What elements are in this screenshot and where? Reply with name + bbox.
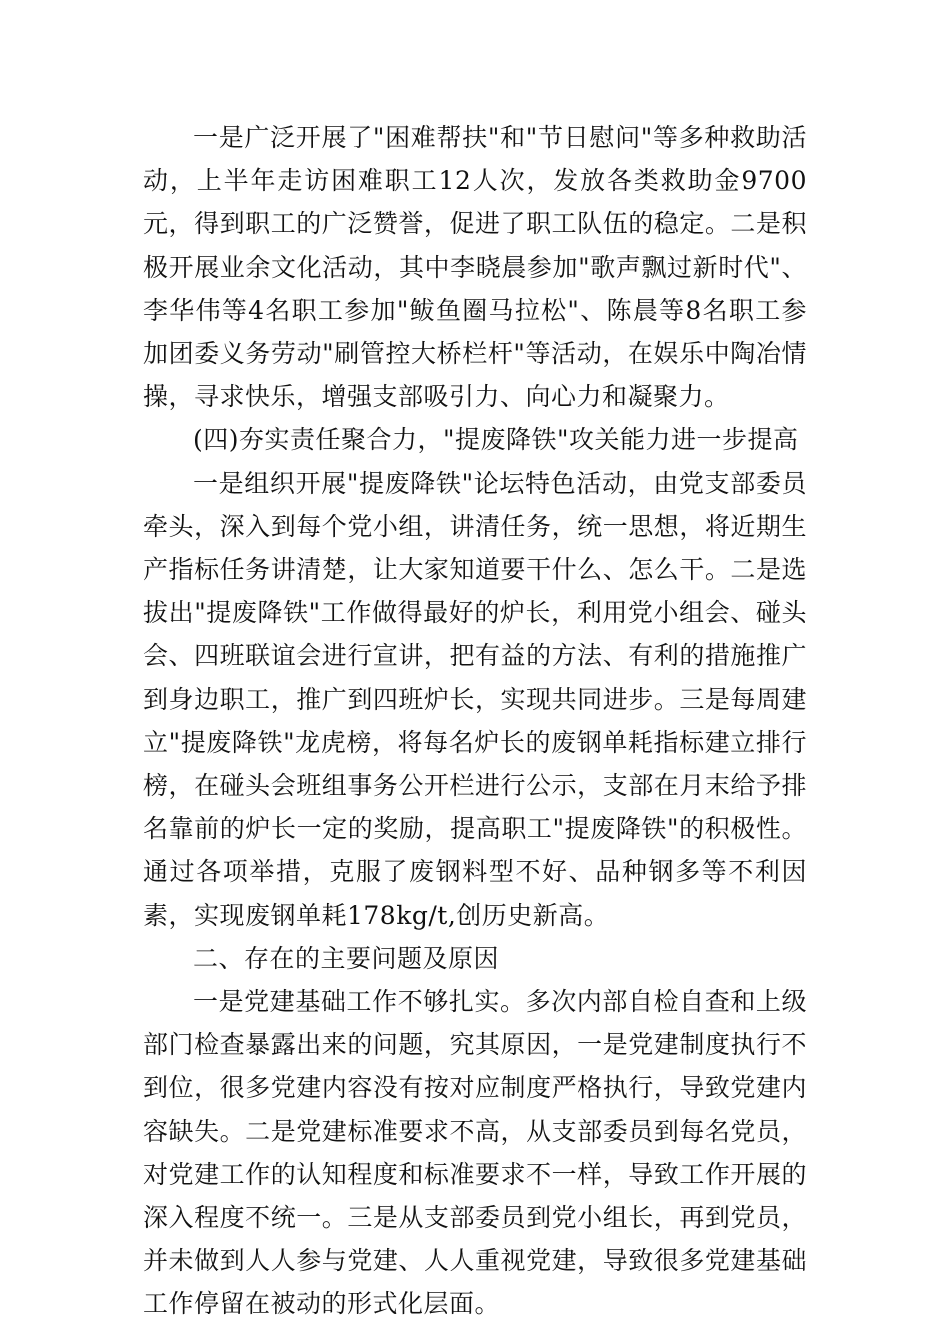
paragraph-relief-activities: 一是广泛开展了"困难帮扶"和"节日慰问"等多种救助活动，上半年走访困难职工12人次，发放各类救助金9700元，得到职工的广泛赞誉，促进了职工队伍的稳定。二是积极开展业余文化活动，其中李晓晨参加"歌声飘过新时代"、李华伟等4名职工参加"鲅鱼圈马拉松"、陈晨等8名职工参加团委义务劳动"刷管控大桥栏杆"等活动，在娱乐中陶冶情操，寻求快乐，增强支部吸引力、向心力和凝聚力。 <box>143 123 807 412</box>
paragraph-scrap-iron-measures: 一是组织开展"提废降铁"论坛特色活动，由党支部委员牵头，深入到每个党小组，讲清任务，统一思想，将近期生产指标任务讲清楚，让大家知道要干什么、怎么干。二是选拔出"提废降铁"工作做得最好的炉长，利用党小组会、碰头会、四班联谊会进行宣讲，把有益的方法、有利的措施推广到身边职工，推广到四班炉长，实现共同进步。三是每周建立"提废降铁"龙虎榜，将每名炉长的废钢单耗指标建立排行榜，在碰头会班组事务公开栏进行公示，支部在月末给予排名靠前的炉长一定的奖励，提高职工"提废降铁"的积极性。通过各项举措，克服了废钢料型不好、品种钢多等不利因素，实现废钢单耗178kg/t,创历史新高。 <box>143 468 807 930</box>
section-heading-problems: 二、存在的主要问题及原因 <box>193 943 500 973</box>
section-heading-4: (四)夯实责任聚合力，"提废降铁"攻关能力进一步提高 <box>193 425 799 455</box>
paragraph-party-building-issues: 一是党建基础工作不够扎实。多次内部自检自查和上级部门检查暴露出来的问题，究其原因，一是党建制度执行不到位，很多党建内容没有按对应制度严格执行，导致党建内容缺失。二是党建标准要求不高，从支部委员到每名党员，对党建工作的认知程度和标准要求不一样，导致工作开展的深入程度不统一。三是从支部委员到党小组长，再到党员，并未做到人人参与党建、人人重视党建，导致很多党建基础工作停留在被动的形式化层面。 <box>143 987 807 1319</box>
document-page <box>143 116 807 1326</box>
